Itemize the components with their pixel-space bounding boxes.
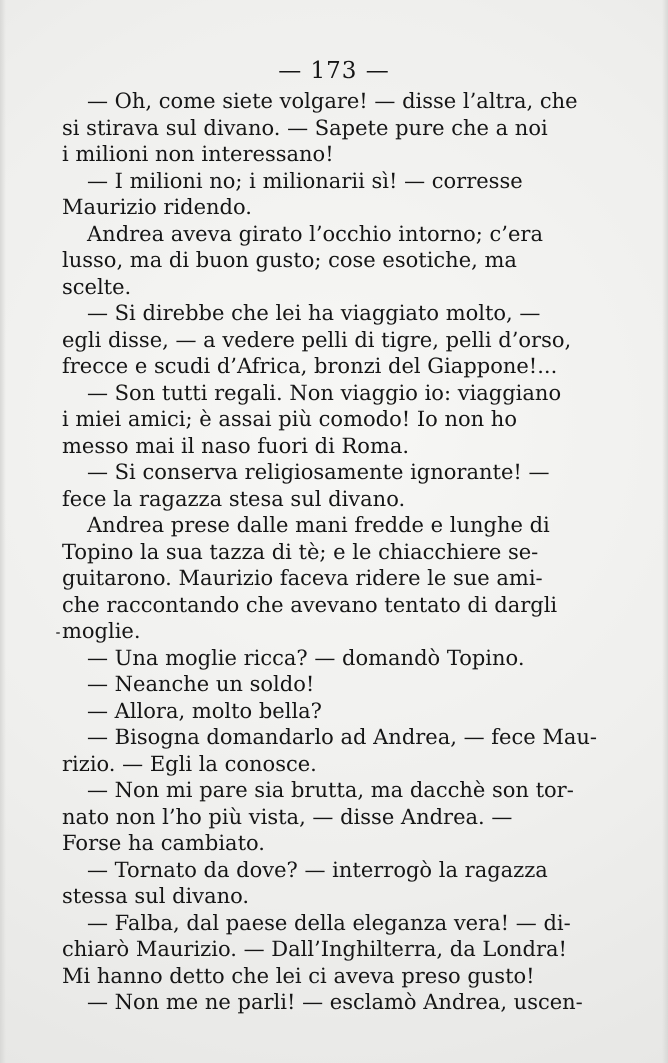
text-line: stessa sul divano. bbox=[62, 884, 250, 908]
text-line: Forse ha cambiato. bbox=[62, 831, 265, 855]
text-line: — Si direbbe che lei ha viaggiato molto, — bbox=[87, 301, 541, 325]
text-line: egli disse, — a vedere pelli di tigre, pelli d’orso, bbox=[62, 327, 572, 352]
page-right-edge bbox=[662, 0, 668, 1063]
text-line: guitarono. Maurizio faceva ridere le sue ami- bbox=[62, 566, 543, 590]
text-line: — Son tutti regali. Non viaggio io: viaggiano bbox=[87, 380, 562, 405]
stray-ink-mark bbox=[56, 632, 60, 634]
text-line: chiarò Maurizio. — Dall’Inghilterra, da Londra! bbox=[62, 937, 567, 961]
text-line: moglie. bbox=[62, 619, 141, 643]
text-line: si stirava sul divano. — Sapete pure che a noi bbox=[62, 115, 548, 140]
text-line: messo mai il naso fuori di Roma. bbox=[62, 433, 410, 458]
text-line: — Bisogna domandarlo ad Andrea, — fece Mau- bbox=[87, 725, 597, 749]
text-line: i miei amici; è assai più comodo! Io non ho bbox=[62, 407, 517, 431]
text-line: frecce e scudi d’Africa, bronzi del Giappone!... bbox=[62, 354, 558, 378]
text-line: — Oh, come siete volgare! — disse l’altra, che bbox=[87, 89, 578, 113]
text-line: i milioni non interessano! bbox=[62, 142, 334, 166]
text-line: — Allora, molto bella? bbox=[87, 698, 322, 723]
text-line: — Non mi pare sia brutta, ma dacchè son tor- bbox=[87, 778, 574, 802]
text-line: — Una moglie ricca? — domandò Topino. bbox=[87, 645, 525, 670]
text-line: rizio. — Egli la conosce. bbox=[62, 751, 317, 776]
text-line: fece la ragazza stesa sul divano. bbox=[62, 486, 406, 511]
text-line: — Non me ne parli! — esclamò Andrea, uscen- bbox=[87, 990, 583, 1014]
page-number: — 173 — bbox=[278, 58, 390, 84]
text-line: Mi hanno detto che lei ci aveva preso gusto! bbox=[62, 963, 535, 988]
text-line: — I milioni no; i milionarii sì! — corresse bbox=[87, 168, 523, 193]
text-line: — Falba, dal paese della eleganza vera! — di- bbox=[87, 910, 571, 935]
text-line: Andrea prese dalle mani fredde e lunghe di bbox=[87, 513, 550, 537]
text-line: — Tornato da dove? — interrogò la ragazza bbox=[87, 857, 548, 882]
text-line: Topino la sua tazza di tè; e le chiacchiere se- bbox=[62, 539, 539, 564]
text-line: Maurizio ridendo. bbox=[62, 195, 252, 219]
text-line: — Neanche un soldo! bbox=[87, 672, 315, 696]
text-line: — Si conserva religiosamente ignorante! — bbox=[87, 460, 550, 484]
text-line: nato non l’ho più vista, — disse Andrea. — bbox=[62, 804, 513, 829]
text-line: scelte. bbox=[62, 274, 132, 299]
text-line: che raccontando che avevano tentato di dargli bbox=[62, 592, 558, 617]
text-line: Andrea aveva girato l’occhio intorno; c’era bbox=[87, 221, 543, 246]
page-text bbox=[62, 88, 597, 1016]
page-left-edge bbox=[0, 0, 6, 1063]
text-line: lusso, ma di buon gusto; cose esotiche, ma bbox=[62, 248, 517, 272]
